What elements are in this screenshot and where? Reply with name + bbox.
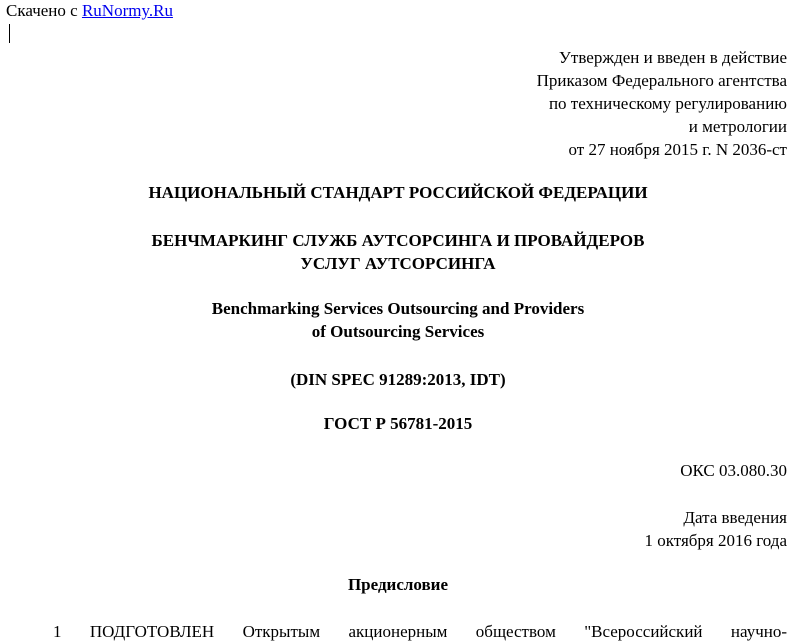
source-note [6, 1, 173, 21]
gost-number: ГОСТ Р 56781-2015 [323, 414, 473, 433]
standard-title-english [0, 297, 790, 343]
approval-block [537, 46, 787, 161]
title-en-line1: Benchmarking Services Outsourcing and Providers [211, 299, 585, 318]
title-ru-line1: БЕНЧМАРКИНГ СЛУЖБ АУТСОРСИНГА И ПРОВАЙДЕРОВ [151, 231, 645, 250]
preface-heading: Предисловие [347, 575, 449, 594]
approval-line: Приказом Федерального агентства [536, 71, 787, 90]
introduction-date [644, 506, 787, 552]
din-reference: (DIN SPEC 91289:2013, IDT) [290, 370, 506, 389]
title-en-line2: of Outsourcing Services [311, 322, 485, 341]
text-cursor [9, 24, 10, 43]
source-prefix: Скачено с [6, 1, 82, 20]
approval-line: от 27 ноября 2015 г. N 2036-ст [568, 140, 787, 159]
oks-code: ОКС 03.080.30 [680, 461, 787, 480]
runormy-link[interactable]: RuNormy.Ru [81, 1, 173, 20]
approval-line: и метрологии [688, 117, 787, 136]
approval-line: Утвержден и введен в действие [558, 48, 787, 67]
preface-paragraph-1: 1 ПОДГОТОВЛЕН Открытым акционерным обществом "Всероссийский научно- [53, 622, 787, 641]
standard-title-russian [0, 229, 790, 275]
title-ru-line2: УСЛУГ АУТСОРСИНГА [300, 254, 496, 273]
introduction-date-label: Дата введения [683, 508, 787, 527]
introduction-date-value: 1 октября 2016 года [644, 531, 787, 550]
standard-type-title: НАЦИОНАЛЬНЫЙ СТАНДАРТ РОССИЙСКОЙ ФЕДЕРАЦИИ [148, 183, 648, 202]
approval-line: по техническому регулированию [548, 94, 787, 113]
